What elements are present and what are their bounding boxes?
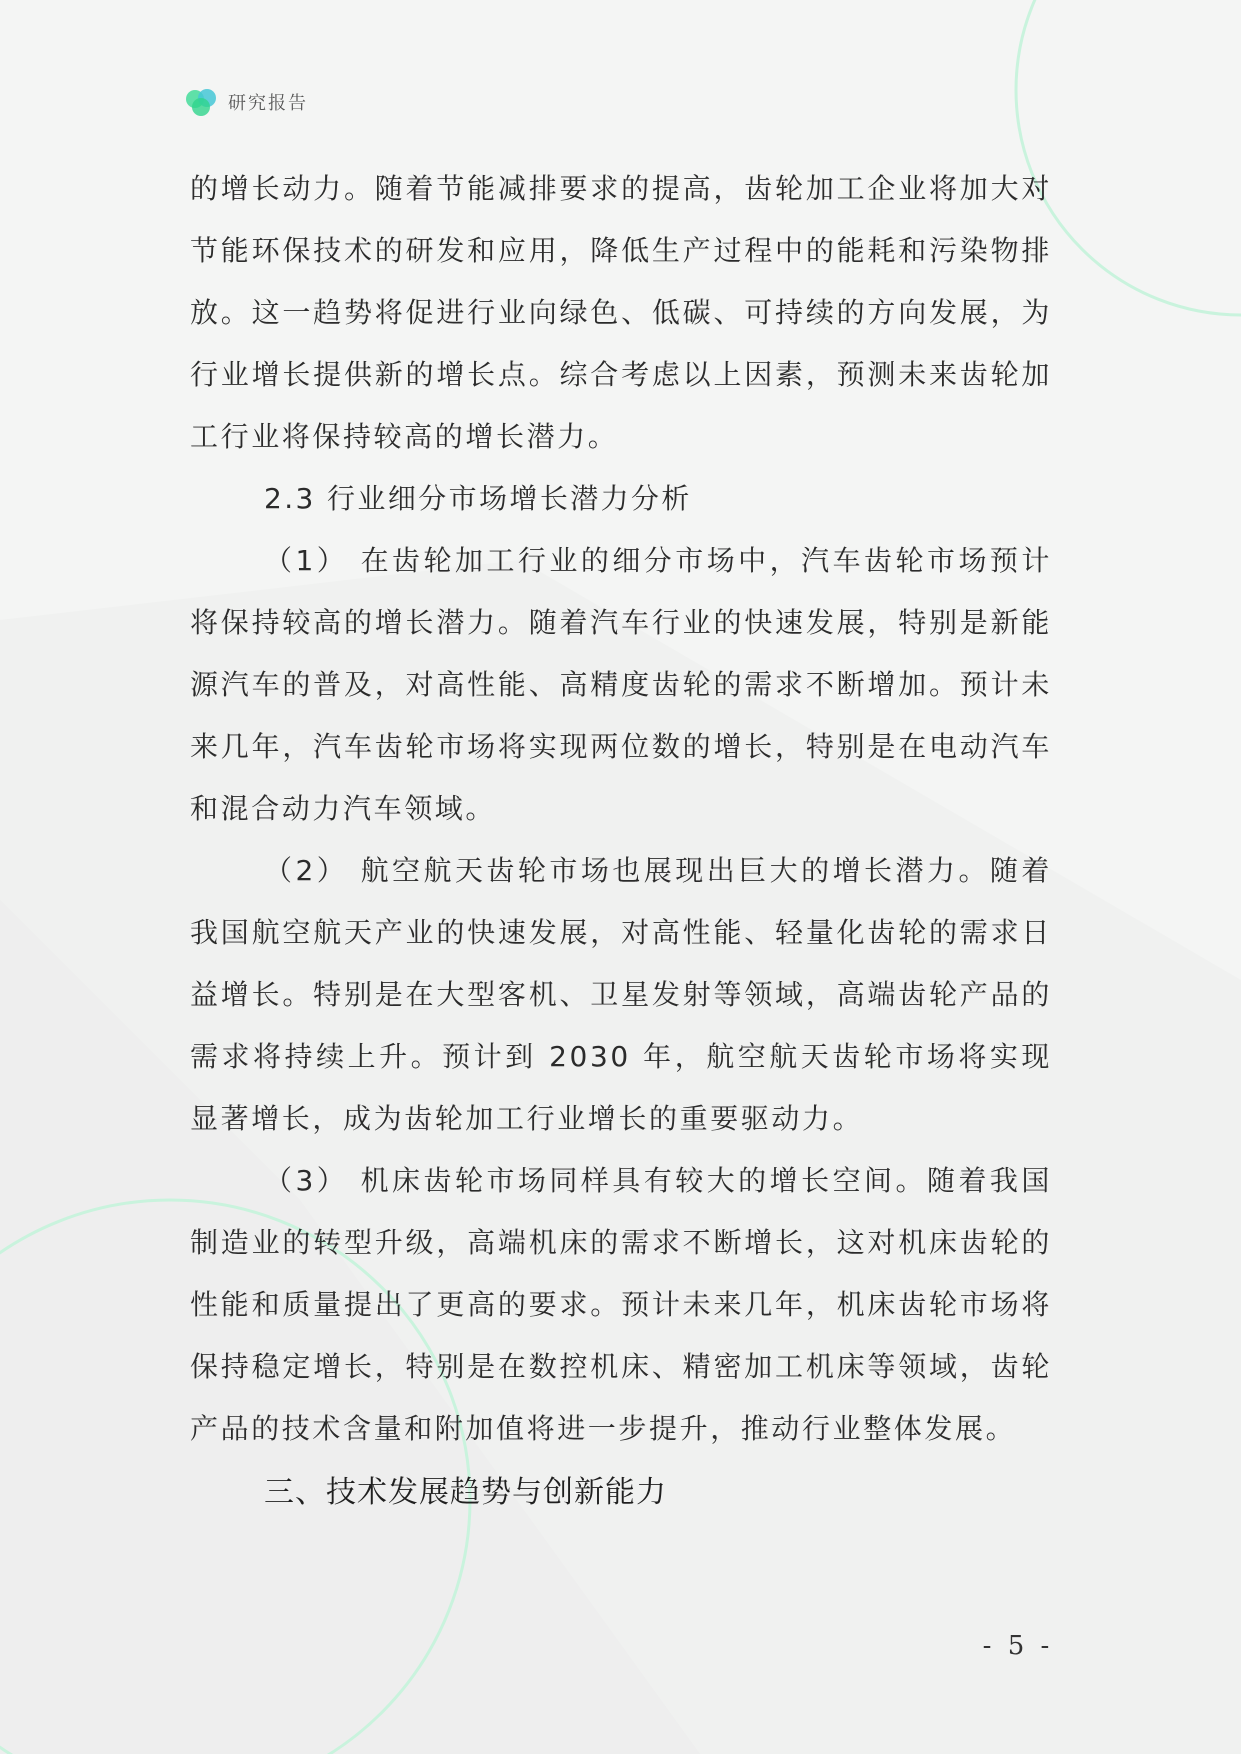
header-title: 研究报告 — [228, 93, 308, 114]
paragraph-aerospace-gear-market: （2） 航空航天齿轮市场也展现出巨大的增长潜力。随着我国航空航天产业的快速发展，对高性能、轻量化齿轮的需求日益增长。特别是在大型客机、卫星发射等领域，高端齿轮产品的需求将持续上升。预计到 2030 年，航空航天齿轮市场将实现显著增长，成为齿轮加工行业增长的重要驱动力。 — [190, 854, 1052, 1135]
chapter-heading-3: 三、技术发展趋势与创新能力 — [264, 1475, 667, 1510]
brand-logo-icon — [184, 86, 220, 118]
body-content — [190, 158, 1052, 1526]
report-header — [184, 86, 308, 118]
paragraph-auto-gear-market: （1） 在齿轮加工行业的细分市场中，汽车齿轮市场预计将保持较高的增长潜力。随着汽车行业的快速发展，特别是新能源汽车的普及，对高性能、高精度齿轮的需求不断增加。预计未来几年，汽车齿轮市场将实现两位数的增长，特别是在电动汽车和混合动力汽车领域。 — [190, 544, 1052, 825]
paragraph-growth-conclusion: 的增长动力。随着节能减排要求的提高，齿轮加工企业将加大对节能环保技术的研发和应用，降低生产过程中的能耗和污染物排放。这一趋势将促进行业向绿色、低碳、可持续的方向发展，为行业增长提供新的增长点。综合考虑以上因素，预测未来齿轮加工行业将保持较高的增长潜力。 — [190, 172, 1052, 453]
paragraph-machine-tool-gear-market: （3） 机床齿轮市场同样具有较大的增长空间。随着我国制造业的转型升级，高端机床的需求不断增长，这对机床齿轮的性能和质量提出了更高的要求。预计未来几年，机床齿轮市场将保持稳定增长，特别是在数控机床、精密加工机床等领域，齿轮产品的技术含量和附加值将进一步提升，推动行业整体发展。 — [190, 1164, 1052, 1445]
section-heading-2-3: 2.3 行业细分市场增长潜力分析 — [264, 482, 692, 515]
page-number: - 5 - — [982, 1631, 1054, 1661]
